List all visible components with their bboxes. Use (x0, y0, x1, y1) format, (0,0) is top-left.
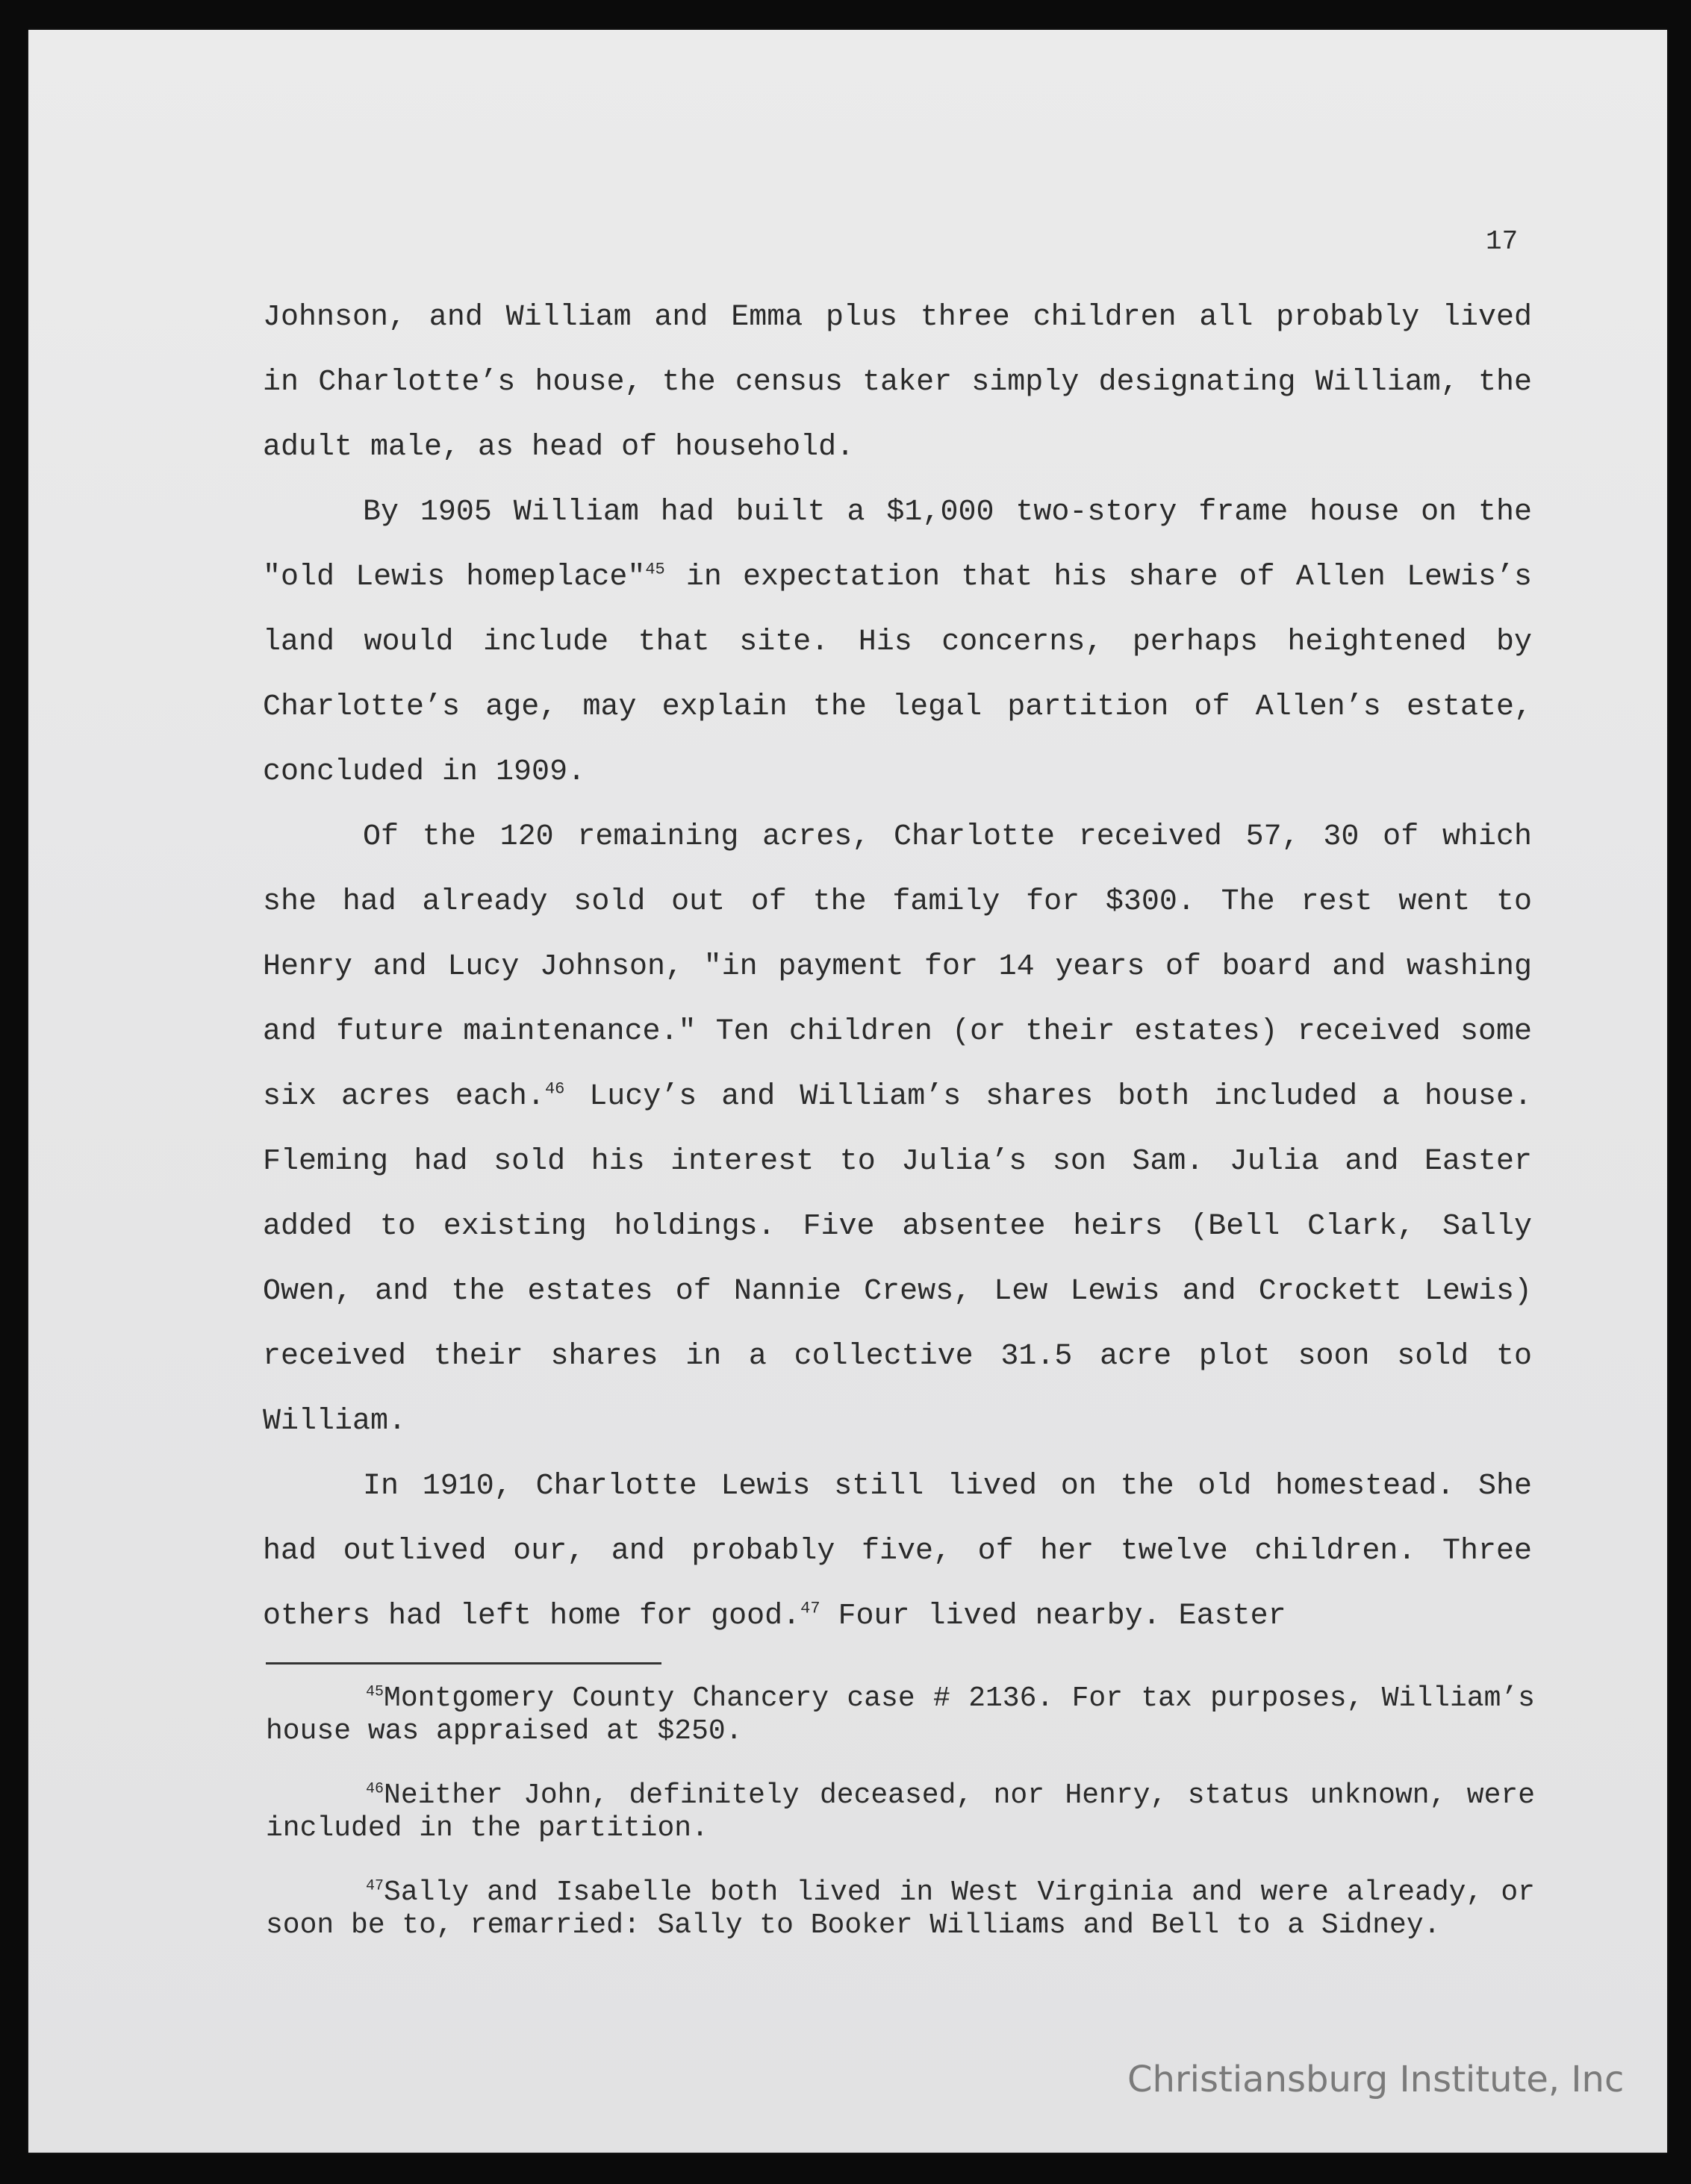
footnote-text: Sally and Isabelle both lived in West Virginia and were already, or soon be to, remarried: Sally to Booker Williams and Bell to a Sidney. (266, 1876, 1535, 1941)
paragraph (263, 480, 1532, 805)
paragraph-text: Four lived nearby. Easter (820, 1600, 1286, 1633)
paragraph-text: In 1910, Charlotte Lewis still lived on the old homestead. She had outlived our, and probably five, of her twelve children. Three others had left home for good. (263, 1470, 1532, 1633)
footnote-reference: 45 (645, 560, 665, 579)
footnote-mark: 45 (366, 1683, 384, 1701)
paragraph-text: Lucy’s and William’s shares both included a house. Fleming had sold his interest to Julia’s son Sam. Julia and Easter added to existing holdings. Five absentee heirs (Bell Clark, Sally Owen, and the estates of Nannie Crews, Lew Lewis and Crockett Lewis) received their shares in a collective 31.5 acre plot soon sold to William. (263, 1080, 1533, 1438)
footnote (266, 1682, 1535, 1748)
page-number: 17 (1486, 226, 1519, 257)
footnote-separator (266, 1662, 661, 1664)
body-text (263, 285, 1532, 1649)
paragraph-text: Of the 120 remaining acres, Charlotte received 57, 30 of which she had already sold out of the family for $300. The rest went to Henry and Lucy Johnson, "in payment for 14 years of board and washing and future maintenance." Ten children (or their estates) received some six acres each. (263, 820, 1532, 1114)
paragraph-text: By 1905 William had built a $1,000 two-story frame house on the "old Lewis homeplace" (263, 496, 1532, 594)
footnote (266, 1876, 1535, 1942)
footnote-text: Neither John, definitely deceased, nor Henry, status unknown, were included in the partition. (266, 1779, 1535, 1844)
paper-sheet (28, 30, 1667, 2153)
footnote-reference: 46 (544, 1079, 565, 1099)
paragraph-text: in expectation that his share of Allen Lewis’s land would include that site. His concerns, perhaps heightened by Charlotte’s age, may explain the legal partition of Allen’s estate, concluded in 1909. (263, 561, 1532, 789)
paragraph (263, 1454, 1532, 1649)
footnote-mark: 46 (366, 1780, 384, 1798)
watermark: Christiansburg Institute, Inc (1127, 2059, 1625, 2100)
paragraph-continued (263, 285, 1532, 480)
footnotes (266, 1682, 1535, 1974)
footnote-reference: 47 (800, 1599, 820, 1618)
footnote-text: Montgomery County Chancery case # 2136. For tax purposes, William’s house was appraised at $250. (266, 1682, 1535, 1747)
paragraph (263, 805, 1532, 1454)
footnote (266, 1779, 1535, 1845)
footnote-mark: 47 (366, 1877, 384, 1895)
paragraph-text: Johnson, and William and Emma plus three children all probably lived in Charlotte’s house, the census taker simply designating William, the adult male, as head of household. (263, 301, 1532, 464)
